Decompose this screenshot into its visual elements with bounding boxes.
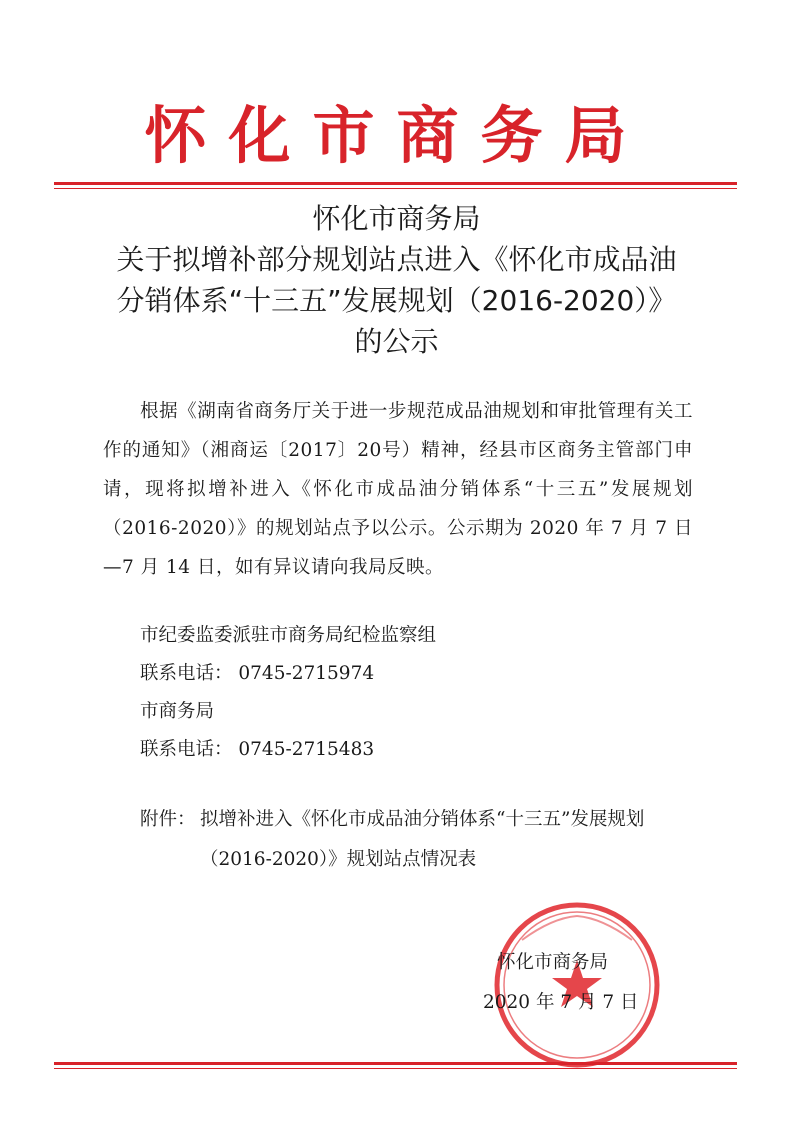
- title-line-3: 分销体系“十三五”发展规划（2016-2020）》: [116, 284, 677, 317]
- title-line-1: 怀化市商务局: [312, 202, 481, 235]
- footer-divider-thick: [54, 1062, 737, 1065]
- attachment-label: 附件：: [140, 809, 196, 830]
- official-seal-icon: [492, 900, 662, 1070]
- attachment-text: 拟增补进入《怀化市成品油分销体系“十三五”发展规划（2016-2020）》规划站点情况表: [200, 809, 645, 870]
- footer-divider-thin: [54, 1068, 737, 1069]
- contact-org-1: 市纪委监委派驻市商务局纪检监察组: [140, 625, 437, 646]
- body-paragraph: 根据《湖南省商务厅关于进一步规范成品油规划和审批管理有关工作的通知》（湘商运〔2017〕20号）精神，经县市区商务主管部门申请，现将拟增补进入《怀化市成品油分销体系“十三五”发展规划（2016-2020）》的规划站点予以公示。公示期为 2020 年 7 月 7 日—7 月 14 日，如有异议请向我局反映。: [103, 401, 693, 578]
- contact-org-2: 市商务局: [140, 701, 215, 722]
- header-divider-thin: [54, 188, 737, 189]
- header-divider-thick: [54, 182, 737, 185]
- contact-phone-2: 联系电话： 0745-2715483: [140, 739, 375, 760]
- signature-org: 怀化市商务局: [497, 952, 609, 973]
- title-line-2: 关于拟增补部分规划站点进入《怀化市成品油: [116, 243, 677, 276]
- title-line-4: 的公示: [354, 325, 439, 358]
- contact-phone-1: 联系电话： 0745-2715974: [140, 663, 375, 684]
- signature-date: 2020 年 7 月 7 日: [483, 992, 639, 1013]
- document-title: [60, 198, 733, 362]
- letterhead-title: 怀化市商务局: [144, 99, 649, 172]
